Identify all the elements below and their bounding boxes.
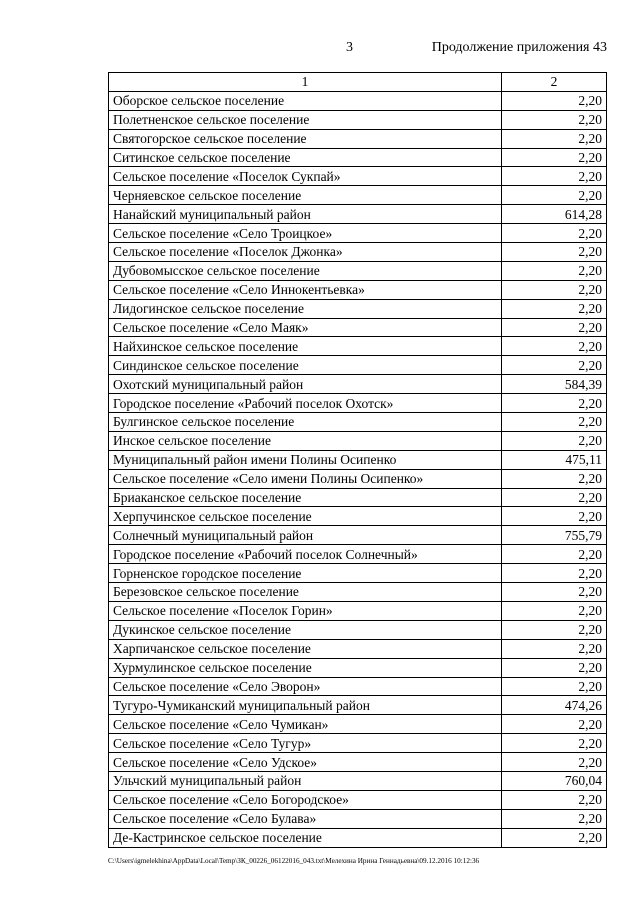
table-row: [109, 507, 607, 526]
row-value: 2,20: [502, 91, 607, 110]
row-value: 2,20: [502, 186, 607, 205]
table-row: [109, 205, 607, 224]
row-value: 474,26: [502, 696, 607, 715]
table-row: [109, 715, 607, 734]
row-name: Найхинское сельское поселение: [109, 337, 502, 356]
row-value: 2,20: [502, 356, 607, 375]
row-name: Черняевское сельское поселение: [109, 186, 502, 205]
row-value: 2,20: [502, 583, 607, 602]
table-row: [109, 394, 607, 413]
row-value: 2,20: [502, 431, 607, 450]
row-name: Дукинское сельское поселение: [109, 620, 502, 639]
row-value: 2,20: [502, 337, 607, 356]
table-row: [109, 828, 607, 847]
row-value: 2,20: [502, 564, 607, 583]
column-header-2: 2: [502, 73, 607, 92]
row-name: Горненское городское поселение: [109, 564, 502, 583]
row-value: 2,20: [502, 110, 607, 129]
row-name: Сельское поселение «Село Тугур»: [109, 734, 502, 753]
row-name: Березовское сельское поселение: [109, 583, 502, 602]
row-name: Сельское поселение «Село имени Полины Осипенко»: [109, 469, 502, 488]
row-value: 2,20: [502, 809, 607, 828]
table-row: [109, 620, 607, 639]
row-name: Охотский муниципальный район: [109, 375, 502, 394]
table-row: [109, 280, 607, 299]
row-name: Тугуро-Чумиканский муниципальный район: [109, 696, 502, 715]
table-row: [109, 545, 607, 564]
table-row: [109, 450, 607, 469]
row-value: 2,20: [502, 469, 607, 488]
row-value: 2,20: [502, 394, 607, 413]
row-name: Сельское поселение «Село Троицкое»: [109, 224, 502, 243]
row-name: Сельское поселение «Село Эворон»: [109, 677, 502, 696]
row-value: 2,20: [502, 318, 607, 337]
table-row: [109, 526, 607, 545]
row-value: 2,20: [502, 790, 607, 809]
table-row: [109, 243, 607, 262]
row-name: Нанайский муниципальный район: [109, 205, 502, 224]
table-row: [109, 583, 607, 602]
row-name: Солнечный муниципальный район: [109, 526, 502, 545]
row-name: Святогорское сельское поселение: [109, 129, 502, 148]
table-row: [109, 753, 607, 772]
row-name: Сельское поселение «Село Удское»: [109, 753, 502, 772]
row-name: Муниципальный район имени Полины Осипенко: [109, 450, 502, 469]
row-value: 2,20: [502, 224, 607, 243]
row-value: 760,04: [502, 771, 607, 790]
row-value: 2,20: [502, 507, 607, 526]
row-name: Булгинское сельское поселение: [109, 413, 502, 432]
row-name: Ситинское сельское поселение: [109, 148, 502, 167]
row-value: 755,79: [502, 526, 607, 545]
row-name: Херпучинское сельское поселение: [109, 507, 502, 526]
table-row: [109, 771, 607, 790]
file-path-footer: C:\Users\igmelekhina\AppData\Local\Temp\ЗК_00226_06122016_043.txt\Мелехина Ирина Геннадьевна\09.12.2016 10:12:36: [108, 857, 480, 865]
table-row: [109, 110, 607, 129]
table-row: [109, 790, 607, 809]
row-name: Бриаканское сельское поселение: [109, 488, 502, 507]
table-row: [109, 809, 607, 828]
table-row: [109, 413, 607, 432]
row-value: 2,20: [502, 715, 607, 734]
row-value: 2,20: [502, 280, 607, 299]
row-value: 2,20: [502, 658, 607, 677]
table-row: [109, 734, 607, 753]
row-value: 2,20: [502, 413, 607, 432]
continuation-heading: Продолжение приложения 43: [431, 40, 607, 55]
row-name: Городское поселение «Рабочий поселок Солнечный»: [109, 545, 502, 564]
table-row: [109, 148, 607, 167]
row-value: 2,20: [502, 243, 607, 262]
row-name: Сельское поселение «Поселок Горин»: [109, 601, 502, 620]
row-value: 614,28: [502, 205, 607, 224]
table-row: [109, 186, 607, 205]
row-name: Де-Кастринское сельское поселение: [109, 828, 502, 847]
row-value: 475,11: [502, 450, 607, 469]
column-header-1: 1: [109, 73, 502, 92]
table-row: [109, 224, 607, 243]
page-number: 3: [346, 40, 353, 55]
table-row: [109, 469, 607, 488]
table-row: [109, 564, 607, 583]
table-row: [109, 639, 607, 658]
row-name: Лидогинское сельское поселение: [109, 299, 502, 318]
table-row: [109, 677, 607, 696]
table-row: [109, 318, 607, 337]
row-name: Ульчский муниципальный район: [109, 771, 502, 790]
table-row: [109, 601, 607, 620]
row-name: Синдинское сельское поселение: [109, 356, 502, 375]
row-name: Сельское поселение «Село Чумикан»: [109, 715, 502, 734]
row-name: Сельское поселение «Поселок Сукпай»: [109, 167, 502, 186]
row-name: Сельское поселение «Село Богородское»: [109, 790, 502, 809]
table-row: [109, 356, 607, 375]
table-row: [109, 91, 607, 110]
row-name: Сельское поселение «Село Булава»: [109, 809, 502, 828]
row-value: 2,20: [502, 299, 607, 318]
row-name: Городское поселение «Рабочий поселок Охотск»: [109, 394, 502, 413]
row-value: 2,20: [502, 261, 607, 280]
row-value: 2,20: [502, 753, 607, 772]
table-row: [109, 167, 607, 186]
row-value: 2,20: [502, 734, 607, 753]
row-value: 2,20: [502, 545, 607, 564]
table-row: [109, 129, 607, 148]
row-value: 2,20: [502, 148, 607, 167]
row-value: 584,39: [502, 375, 607, 394]
table-row: [109, 658, 607, 677]
table-row: [109, 431, 607, 450]
row-name: Дубовомысское сельское поселение: [109, 261, 502, 280]
row-value: 2,20: [502, 620, 607, 639]
table-row: [109, 261, 607, 280]
row-value: 2,20: [502, 639, 607, 658]
data-table: [108, 72, 607, 848]
row-name: Сельское поселение «Поселок Джонка»: [109, 243, 502, 262]
row-name: Оборское сельское поселение: [109, 91, 502, 110]
row-name: Сельское поселение «Село Маяк»: [109, 318, 502, 337]
table-row: [109, 337, 607, 356]
row-name: Полетненское сельское поселение: [109, 110, 502, 129]
row-value: 2,20: [502, 601, 607, 620]
row-name: Сельское поселение «Село Иннокентьевка»: [109, 280, 502, 299]
row-name: Хурмулинское сельское поселение: [109, 658, 502, 677]
row-name: Инское сельское поселение: [109, 431, 502, 450]
table-header-row: [109, 73, 607, 92]
row-value: 2,20: [502, 677, 607, 696]
table-row: [109, 299, 607, 318]
row-name: Харпичанское сельское поселение: [109, 639, 502, 658]
table-row: [109, 696, 607, 715]
row-value: 2,20: [502, 129, 607, 148]
table-row: [109, 488, 607, 507]
row-value: 2,20: [502, 167, 607, 186]
table-row: [109, 375, 607, 394]
row-value: 2,20: [502, 828, 607, 847]
row-value: 2,20: [502, 488, 607, 507]
